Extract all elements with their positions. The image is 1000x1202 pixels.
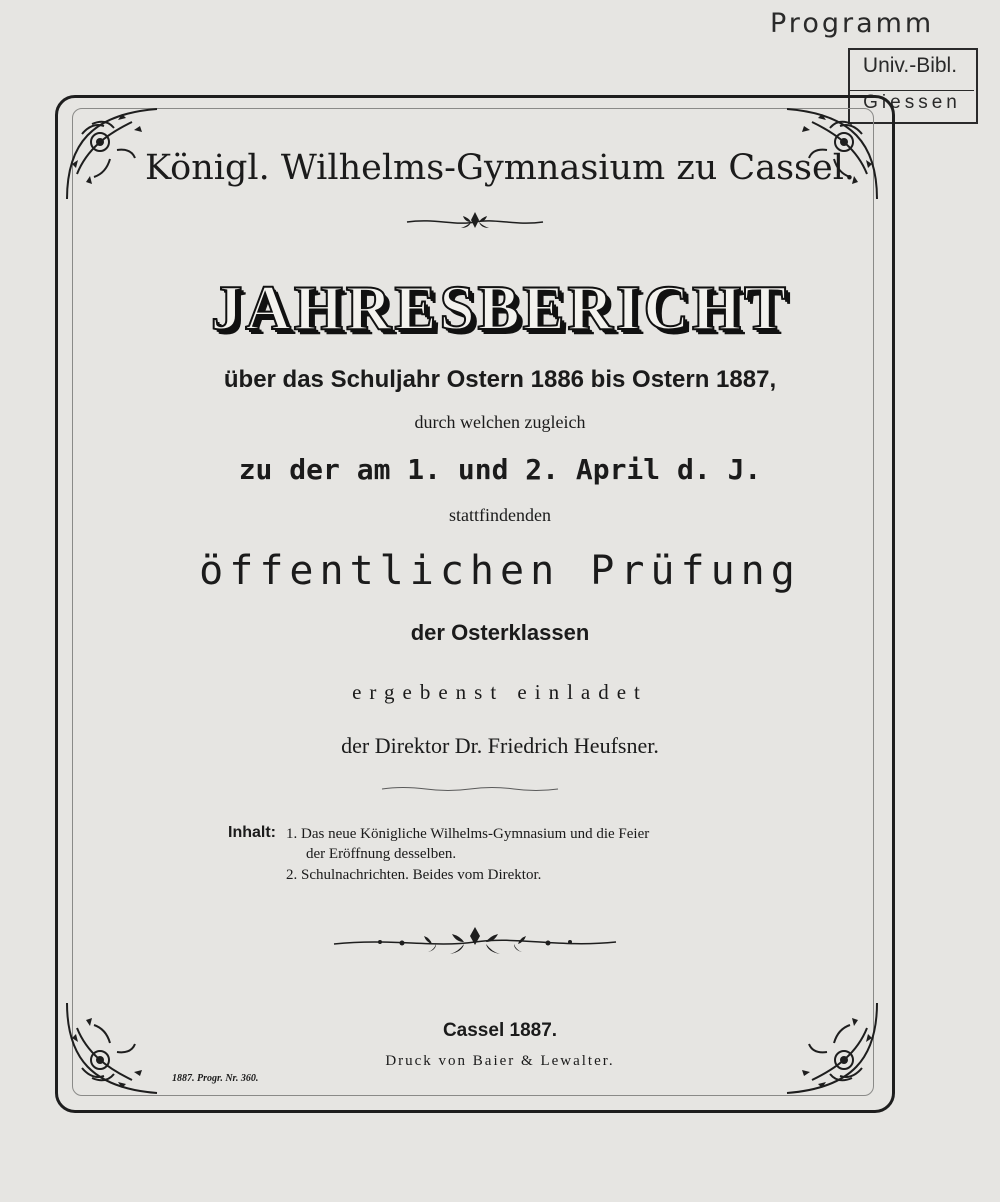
corner-ornament-bottom-right-icon	[782, 998, 882, 1098]
easter-classes-line: der Osterklassen	[410, 620, 590, 645]
small-vine-divider-icon	[405, 208, 545, 236]
school-name: Königl. Wilhelms-Gymnasium zu Cassel.	[144, 148, 856, 188]
corner-ornament-bottom-left-icon	[62, 998, 162, 1098]
contents-item-2: 2. Schulnachrichten. Beides vom Direktor.	[286, 867, 542, 883]
thin-rule-divider	[380, 784, 560, 794]
invitation-line: ergebenst einladet	[352, 680, 648, 704]
school-year-line: über das Schuljahr Ostern 1886 bis Ostern 1887,	[223, 366, 777, 393]
programm-label: Programm	[770, 8, 935, 39]
program-number: 1887. Progr. Nr. 360.	[172, 1073, 259, 1084]
stattfindenden-line: stattfindenden	[449, 505, 551, 525]
contents-item-1: 1. Das neue Königliche Wilhelms-Gymnasium und die Feier	[286, 826, 650, 842]
stamp-line-city: Giessen	[863, 92, 961, 113]
contents-item-1-continued: der Eröffnung desselben.	[306, 846, 457, 862]
floral-vine-divider-icon	[332, 924, 618, 962]
durch-line: durch welchen zugleich	[414, 412, 586, 432]
public-exam-heading: öffentlichen Prüfung	[199, 548, 801, 594]
contents-label: Inhalt:	[228, 824, 276, 841]
director-line: der Direktor Dr. Friedrich Heufsner.	[341, 733, 659, 758]
report-title: JAHRESBERICHT	[210, 273, 790, 343]
place-year: Cassel 1887.	[442, 1020, 558, 1041]
exam-date-line: zu der am 1. und 2. April d. J.	[238, 453, 762, 486]
stamp-divider	[850, 90, 974, 91]
stamp-line-library: Univ.-Bibl.	[862, 54, 958, 77]
printer-line: Druck von Baier & Lewalter.	[385, 1053, 615, 1069]
